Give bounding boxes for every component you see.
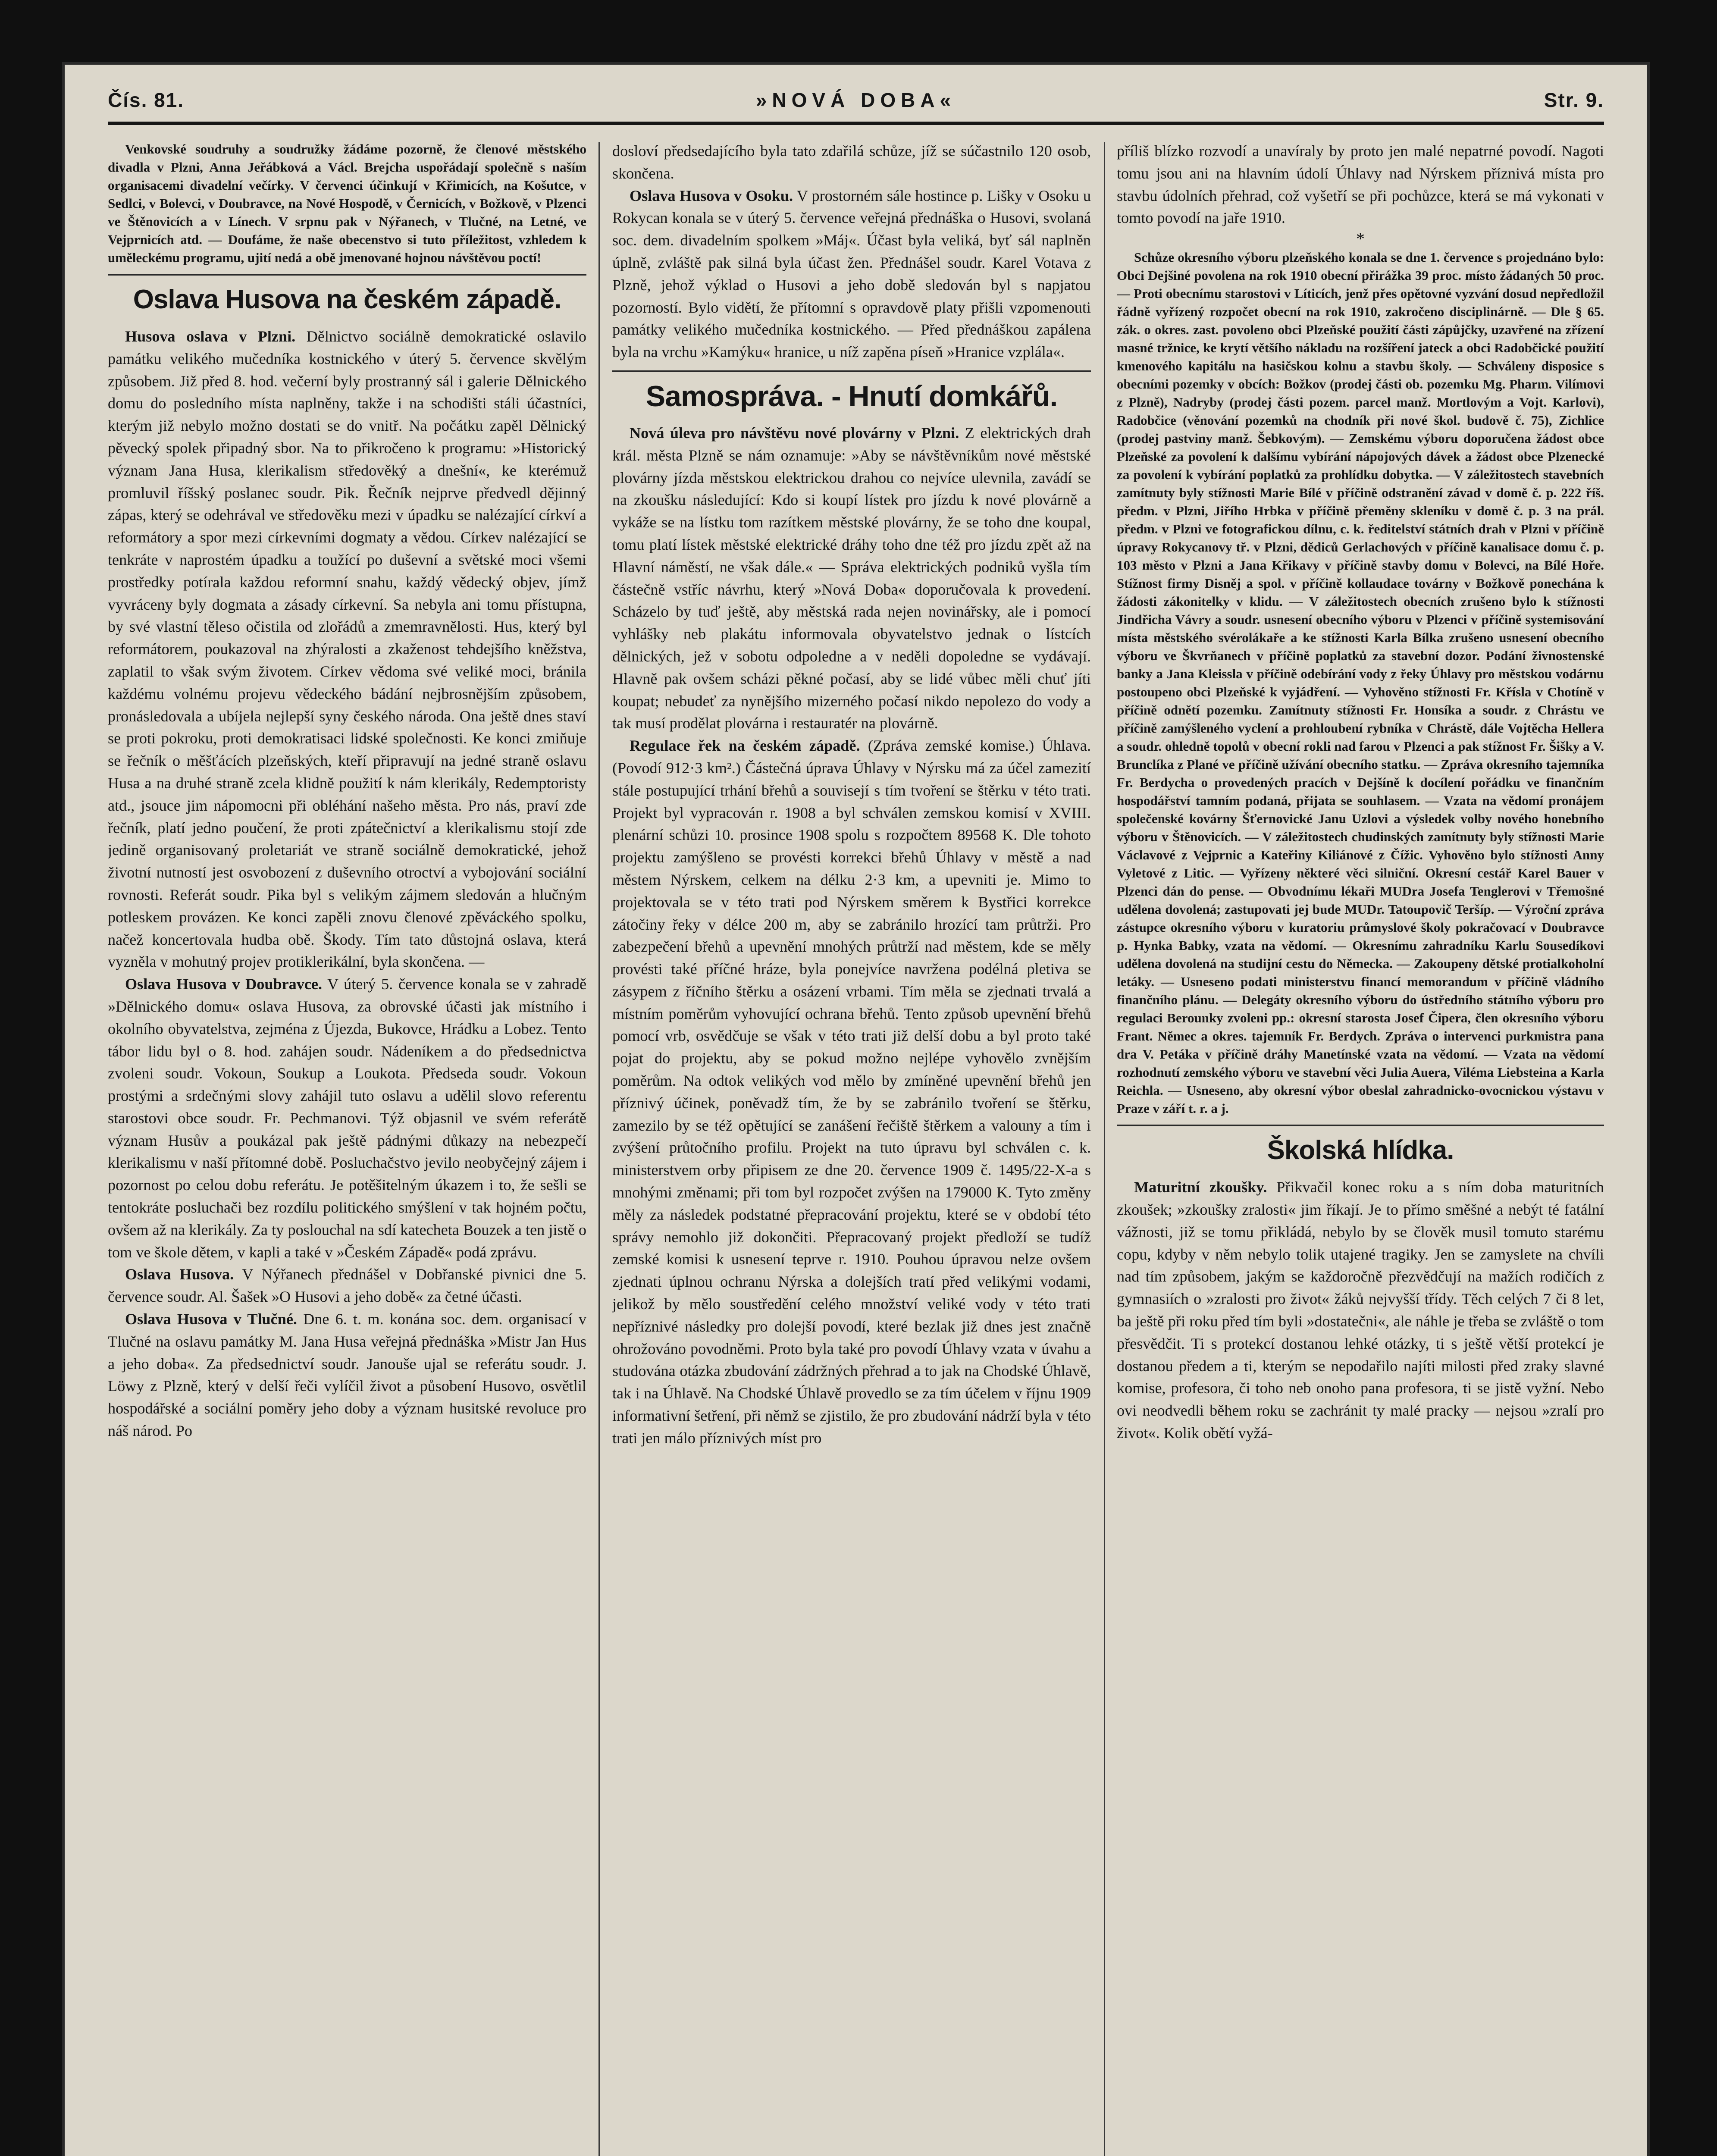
headline-skolska-hlidka: Školská hlídka. bbox=[1267, 1135, 1454, 1166]
headline-samosprava: Samospráva. - Hnutí domkářů. bbox=[645, 379, 1058, 413]
section-rule bbox=[612, 370, 1091, 372]
newspaper-page bbox=[65, 65, 1647, 2156]
article-paragraph bbox=[612, 422, 1091, 735]
column-2 bbox=[612, 140, 1091, 2156]
header-rule bbox=[108, 122, 1604, 125]
paragraph-lead: Oslava Husova v Doubravce. bbox=[125, 975, 323, 993]
paragraph-body: konala se dne 1. července s projednáno bylo: Obci Dejšiné povolena na rok 1910 obecní přirážka 39 proc. místo žádaných 50 proc. — Proti obecnímu starostovi v Líticích, jenž přes opětovné vyzvání dosud nepředložil řádně vyřízený rozpočet obecní na rok 1910, zakročeno disciplinárně. — Dle § 65. zák. o okres. zast. povoleno obci Plzeňské použití části zápůjčky, uzavřené na zřízení masné tržnice, ke krytí většího nákladu na rozšíření jateck a obci Radobčické použití kmenového kapitálu na hasičskou kolnu a stavbu školy. — Schváleny disposice s obecními pozemky v obcích: Božkov (prodej části ob. pozemku Mg. Pharm. Vilímovi z Plzně), Nadryby (prodej části pozem. parcel manž. Mortlovým a Vojt. Karlovi), Radobčice (věnování pozemků na chodník při nové škol. budově č. 75), Zichlice (prodej pastviny manž. Šebkovým). — Zemskému výboru doporučena žádost obce Plzeňské za povolení k dalšímu vybírání nápojových dávek a žádost obce Plzenecké za povolení k vybírání poplatků za prohlídku dobytka. — V záležitostech stavebních zamítnuty byly stížnosti Marie Bílé v příčině odstranění závad v domě č. p. 222 říš. předm. v Plzni, Jiřího Hrbka v příčině přeměny skleníku v domě č. p. 3 na prál. předm. v Plzni ve fotografickou dílnu, c. k. ředitelství státních drah v Plzni v příčině úpravy Rokycanovy tř. v Plzni, dědiců Gerlachových v příčině kanalisace domu č. p. 103 město v Plzni a Jana Křikavy v příčině stavby domu v Bolevci, na Bílé Hoře. Stížnost firmy Disněj a spol. v příčině kollaudace továrny v Božkově ponechána k žádosti zákonitelky v klidu. — V záležitostech obecních zrušeno bylo k stížnosti Jindřicha Vávry a soudr. usnesení obecního výboru v Plzenci v příčině systemisování místa městského svérolákaře a ke stížnosti Karla Bílka zrušeno usnesení obecního výboru ve Škvrňanech v příčině poplatků za stavební dozor. Podání živnostenské banky a Jana Kleissla v příčině odebírání vody z řeky Úhlavy pro městskou vodárnu postoupeno obci Plzeňské k vyjádření. — Vyhověno stížnosti Fr. Křísla v Chotíně v příčině odnětí pozemku. Zamítnuty stížnosti Fr. Honsíka a soudr. z Chrástu ve příčině zamýšleného vyclení a prohloubení rybníka v Chrástě, dále Vojtěcha Hellera a soudr. ohledně topolů v obecní rokli nad farou v Plzenci a pak stížnost Fr. Šišky a V. Brunclíka z Plané ve příčině užívání obecního statku. — Zpráva okresního tajemníka Fr. Berdycha o provedených pracích v Dejšíně k docílení pořádku ve finančním hospodářství tamním podaná, přijata se souhlasem. — Vzata na vědomí pronájem společenské kovárny Šťernovické Janu Uzlovi a výsledek volby nového honebního výboru v Štěnovicích. — V záležitostech chudinských zamítnuty byly stížnosti Marie Václavové z Vejprnic a Kateřiny Kiliánové z Čížic. Vyhověno bylo stížnosti Anny Vyletové z Litic. — Vyřízeny některé věci silniční. Okresní cestář Karel Bauer v Plzenci dán do pense. — Obvodnímu lékaři MUDra Josefa Tenglerovi v Třemošné udělena dovolená; zastupovati jej bude MUDr. Tatoupovič Teršíp. — Výroční zpráva zástupce okresního výboru v kuratoriu průmyslové školy pokračovací v Doubravce p. Hynka Babky, vzata na vědomí. — Okresnímu zahradníku Karlu Sousedíkovi udělena dovolená na studijní cestu do Německa. — Zakoupeny dětské protialkoholní letáky. — Usneseno podati ministerstvu financí memorandum v příčině vládního finančního plánu. — Delegáty okresního výboru do ústředního státního výboru pro regulaci Berounky zvoleni pp.: okresní starosta Josef Čipera, člen okresního výboru Frant. Němec a okres. tajemník Fr. Berdych. Zpráva o intervenci purkmistra pana dra V. Petáka v příčině dráhy Manetínské vzata na vědomí. — Vzata na vědomí rozhodnutí zemského výboru ve stavební věci Julia Auera, Viléma Liebsteina a Karla Reichla. — Usneseno, aby okresní výbor obeslal zahradnicko-ovocnickou výstavu v Praze v září t. r. a j. bbox=[1117, 250, 1604, 1116]
column-divider-1 bbox=[598, 142, 600, 2156]
article-paragraph bbox=[1117, 248, 1604, 1118]
section-rule bbox=[1117, 1125, 1604, 1126]
column-1 bbox=[108, 140, 586, 2156]
column-3 bbox=[1117, 140, 1604, 2156]
paragraph-lead: Maturitní zkoušky. bbox=[1134, 1178, 1267, 1196]
paragraph-body: Dělnictvo sociálně demokratické oslavilo památku velikého mučedníka kostnického v úterý 5. července skvělým způsobem. Již před 8. hod. večerní byly prostranný sál i galerie Dělnického domu do posledního místa naplněny, takže i na schodišti stáli účastníci, kterým již nebylo možno dostati se do vnitř. Na počátku zapěl Dělnický pěvecký spolek připadný sbor. Na to přikročeno k programu: »Historický význam Jana Husa, klerikalism středověký a dnešní«, ke kterémuž promluvil říšský poslanec soudr. Pik. Řečník nejprve předvedl dějinný zápas, který se odehrával ve středověku mezi v úpadku se nalézající církví a reformátory a spor mezi církevními dogmaty a vědou. Církev nalézající se tenkráte v naprostém úpadku a toužící po duševní a světské moci všemi prostředky potírala každou reformní snahu, každý vědecký objev, jímž vyvráceny byly dogmata a zásady církevní. Sa nebyla ani tomu přístupna, by své vlastní těleso očistila od zlořádů a zmemravnělosti. Hus, který byl reformátorem, poukazoval na zhýralosti a zkaženost tehdejšího kněžstva, zaplatil to však svým životem. Církev vědoma své veliké moci, bránila každému volnému projevu vědeckého bádání nejbrosnějším způsobem, pronásledovala a ubíjela nejlepší syny českého národa. Ona ještě dnes staví se proti pokroku, proti demokratisaci lidské společnosti. Ke konci zmiňuje se řečník o měšťácích plzeňských, kteří připravují na jedné straně oslavu Husa a na druhé straně zcela klidně použití k nám klerikály, Redemptoristy atd., jsouce jim nápomocni při obléhání našeho města. Pro nás, praví zde řečník, platí jedno poučení, že proti zpátečnictví a klerikalismu stojí zde jedině organisovaný proletariát ve straně sociálně demokratické, jehož životní nutností jest osvobození z duševního otroctví a vybojování sociální rovnosti. Referát soudr. Pika byl s velikým zájmem sledován a hlučným potleskem provázen. Ke konci zapěli znovu členové zpěváckého spolku, načež koncertovala hudba obě. Škody. Tím tato důstojná oslava, která vyzněla v mohutný projev protiklerikální, byla skončena. — bbox=[108, 328, 586, 971]
paragraph-body: V prostorném sále hostince p. Lišky v Osoku u Rokycan konala se v úterý 5. července veřejná přednáška o Husovi, svolaná soc. dem. divadelním spolkem »Máj«. Účast byla veliká, byť sál naplněn úplně, zvláště pak silná byla účast žen. Přednášel soudr. Karel Votava z Plzně, jehož výklad o Husovi a jeho době sledován byl s napjatou pozorností. Bylo vidětí, že přítomní s opravdově platy přišli vzpomenouti památky velikého mučedníka kostnického. — Před přednáškou zapálena byla na vrchu »Kamýku« hranice, u níž zapěna píseň »Hranice vzplála«. bbox=[612, 187, 1091, 361]
column-divider-2 bbox=[1104, 142, 1105, 2156]
paragraph-body: Přikvačil konec roku a s ním doba maturitních zkoušek; »zkoušky zralosti« jim říkají. Je to přímo směšné a nebýt té fatální vážnosti, již se tomu přikládá, nebylo by se člověk musil tomuto starému copu, kdyby v něm nebylo tolik utajené tragiky. Jen se zamyslete na chvíli nad tím způsobem, jakým se každoročně přezvědčují na mažích rodičích z gymnasiích o »zralosti pro život« žáků nejvyšší třídy. Těch celých 7 či 8 let, ba ještě při roku před tím byli »dostatečni«, ale náhle je třeba se zvláště o tom přesvědčit. Ti s protekcí dostanou lehké otázky, ti s ještě větší protekcí je dostanou předem a ti, kterým se nepodařilo najíti milosti před zraky slavné komise, profesora, či toho neb onoho pana profesora, ti se jistě vyžní. Nebo ovi neodvedli během roku se zachránit ty malé pracky — nejsou »zralí pro život«. Kolik obětí vyžá- bbox=[1117, 1178, 1604, 1442]
article-paragraph bbox=[1117, 1176, 1604, 1445]
section-rule bbox=[108, 274, 586, 276]
paragraph-lead: Schůze okresního výboru plzeňského bbox=[1134, 250, 1345, 265]
intro-notice: Venkovské soudruhy a soudružky žádáme pozorně, že členové městského divadla v Plzni, Anna Jeřábková a Václ. Brejcha uspořádají společně s naším organisacemi divadelní večírky. V červenci účinkují v Křimicích, na Košutce, v Sedlci, v Bolevci, v Doubravce, na Nové Hospodě, v Černicích, v Božkově, v Plzenci ve Štěnovicích a v Línech. V srpnu pak v Nýřanech, v Tlučné, na Letné, ve Vejprnicích atd. — Doufáme, že naše obecenstvo si tuto příležitost, vzhledem k uměleckému programu, ujití nedá a obě jmenované hojnou návštěvou poctí! bbox=[108, 141, 586, 265]
article-paragraph bbox=[612, 735, 1091, 1450]
headline-oslava-husova: Oslava Husova na českém západě. bbox=[133, 285, 561, 314]
paragraph-lead: Nová úleva pro návštěvu nové plovárny v Plzni. bbox=[630, 424, 959, 442]
article-paragraph bbox=[108, 1308, 586, 1442]
paragraph-lead: Oslava Husova v Tlučné. bbox=[125, 1310, 297, 1328]
paragraph-lead: Oslava Husova. bbox=[125, 1266, 234, 1283]
paragraph-lead: Husova oslava v Plzni. bbox=[125, 328, 296, 345]
article-paragraph bbox=[108, 326, 586, 973]
paragraph-lead: Oslava Husova v Osoku. bbox=[630, 187, 793, 204]
paragraph-body: V Nýřanech přednášel v Dobřanské pivnici dne 5. července soudr. Al. Šašek »O Husovi a jeho době« za četné účasti. bbox=[108, 1266, 586, 1306]
article-continuation: dosloví předsedajícího byla tato zdařilá schůze, jíž se súčastnilo 120 osob, skončena. bbox=[612, 142, 1091, 182]
article-paragraph bbox=[108, 973, 586, 1263]
paragraph-body: V úterý 5. července konala se v zahradě »Dělnického domu« oslava Husova, za obrovské účasti jak místního i okolního obyvatelstva, zejména z Újezda, Bukovce, Hrádku a Lobez. Tento tábor lidu byl o 8. hod. zahájen soudr. Nádeníkem a do předsednictva zvoleni soudr. Vokoun, Soukup a Loukota. Předseda soudr. Vokoun prostými a srdečnými slovy zahájil tuto oslavu a udělil slovo referentu starostovi obce soudr. Fr. Pechmanovi. Týž objasnil ve svém referátě význam Husův a poukázal pak ještě pádnými důkazy na nebezpečí klerikalismu v naší přítomné době. Posluchačstvo jevilo neobyčejný zájem i pozornost po celou dobu referátu. Je potěšitelným úkazem i to, že sešli se tentokráte posluchači bez rozdílu politického smýšlení v tak hojném počtu, ovšem až na klerikály. Za ty poslouchal na sdí katecheta Bouzek a ten jistě o tom ve škole dětem, v kapli a také v »Českém Západě« podá zprávu. bbox=[108, 975, 586, 1261]
paragraph-body: Z elektrických drah král. města Plzně se nám oznamuje: »Aby se návštěvníkům nové městské plovárny jízda městskou elektrickou drahou co nejvíce ulevnila, zavádí se na zkoušku následující: Kdo si koupí lístek pro jízdu k nové plovárně a vykáže se na lístku tom razítkem městské plovárny, že se toho dne koupal, tomu platí lístek městské elektrické dráhy toho dne též pro jízdu zpět až na Hlavní náměstí, ne však dále.« — Správa elektrických podniků vyšla tím částečně vstříc návrhu, který »Nová Doba« doporučovala k provedení. Scházelo by tuď ještě, aby městská rada nejen novinářsky, ale i pomocí vyhlášky neb plakátu informovala obyvatelstvo jednak o lístcích dělnických, jež v sobotu odpoledne a v neděli dopoledne se vydávají. Hlavně pak ovšem scházi pěkné počasí, aby se lidé vůbec měli chuť jíti koupat; nebudeť za nynějšího mizerného počasí nikdo nepolezo do vody a tak musí prodělat plovárna i restauratér na plovárně. bbox=[612, 424, 1091, 732]
article-continuation: příliš blízko rozvodí a unavíraly by proto jen malé nepatrné povodí. Nagoti tomu jsou ani na hlavním údolí Úhlavy nad Nýrskem příznivá místa pro stavbu údolních přehrad, což vyšetří se při pochůzce, která se má vykonati v tomto povodí na jaře 1910. bbox=[1117, 142, 1604, 227]
paragraph-body: Dne 6. t. m. konána soc. dem. organisací v Tlučné na oslavu památky M. Jana Husa veřejná přednáška »Mistr Jan Hus a jeho doba«. Za předsednictví soudr. Janouše ujal se referátu soudr. J. Löwy z Plzně, který v delší řeči vylíčil život a působení Husovo, osvětlil hospodářské a sociální poměry jeho doby a význam husitské revoluce pro náš národ. Po bbox=[108, 1310, 586, 1440]
article-paragraph bbox=[612, 185, 1091, 364]
issue-number: Čís. 81. bbox=[108, 89, 185, 111]
newspaper-title: »NOVÁ DOBA« bbox=[755, 89, 956, 111]
paragraph-body: (Zpráva zemské komise.) Úhlava. (Povodí 912·3 km².) Částečná úprava Úhlavy v Nýrsku má za účel zamezití stále postupující trhání břehů a souvisejí s tím tvoření se štěrku v této trati. Projekt byl vypracován r. 1908 a byl schválen zemskou komisí v XVIII. plenární schůzi 10. prosince 1908 spolu s rozpočtem 89568 K. Dle tohoto projektu zamýšleno se provésti korrekci břehů Úhlavy v městě a nad městem Nýrskem, celkem na délku 2·3 km, a upevniti je. Mimo to projektovala se v této trati pod Nýrskem směrem k Bystřici korrekce zátočiny řeky v délce 200 m, aby se zabránilo hrozící tam průtrži. Pro zabezpečení břehů a upevnění mnohých průtrží nad městem, kde se měly provésti také příčné hráze, byla ponejvíce navržena podélná pletiva se zásypem z říčního štěrku a osázení vrbami. Tím měla se zjednati trvalá a místním poměrům vyhovující ochrana břehů. Tento způsob upevnění břehů pomocí vrb, osvědčuje se však v této trati již delší dobu a byl proto také pojat do projektu, aby se pokud možno nejlépe vyhovělo zvnějším poměrům. Na odtok velikých vod mělo by zmíněné upevnění břehů jen příznivý účinek, poněvadž tím, že by se zabránilo tvoření se štěrku, zamezilo by se též opětující se zanášení řečiště štěrkem a valouny a tím i zvýšení průtočního profilu. Projekt na tuto úpravu byl schválen c. k. ministerstvem orby připisem ze dne 20. července 1909 č. 1495/22-X-a s mnohými změnami; při tom byl rozpočet zvýšen na 179000 K. Tyto změny měly za následek podstatné přepracování projektu, které se v období této správy nemohlo již dokončiti. Přepracovaný projekt předloží se tudíž zemské komisi k usnesení teprve r. 1910. Pouhou úpravou nelze ovšem zjednati úplnou ochranu Nýrska a dolejších tratí před velikými vodami, jelikož by mělo soustředění celého množství veliké vody v této trati nepříznivé následky pro dolejší povodí, které bezlak již dnes jest značně ohrožováno povodněmi. Proto byla také pro povodí Úhlavy vzata v úvahu a studována otázka zbudování zádržných přehrad a to jak na Chodské Úhlavě, tak i na Úhlavě. Na Chodské Úhlavě provedlo se za tím účelem v říjnu 1909 informativní šetření, při němž se zjistilo, že pro zbudování nádrží byla v této trati jen málo příznivých míst pro bbox=[612, 737, 1091, 1447]
paragraph-lead: Regulace řek na českém západě. bbox=[630, 737, 860, 755]
page-header bbox=[108, 88, 1604, 119]
section-separator-star: * bbox=[1356, 229, 1365, 249]
article-paragraph bbox=[108, 1263, 586, 1308]
page-number: Str. 9. bbox=[1544, 89, 1604, 111]
